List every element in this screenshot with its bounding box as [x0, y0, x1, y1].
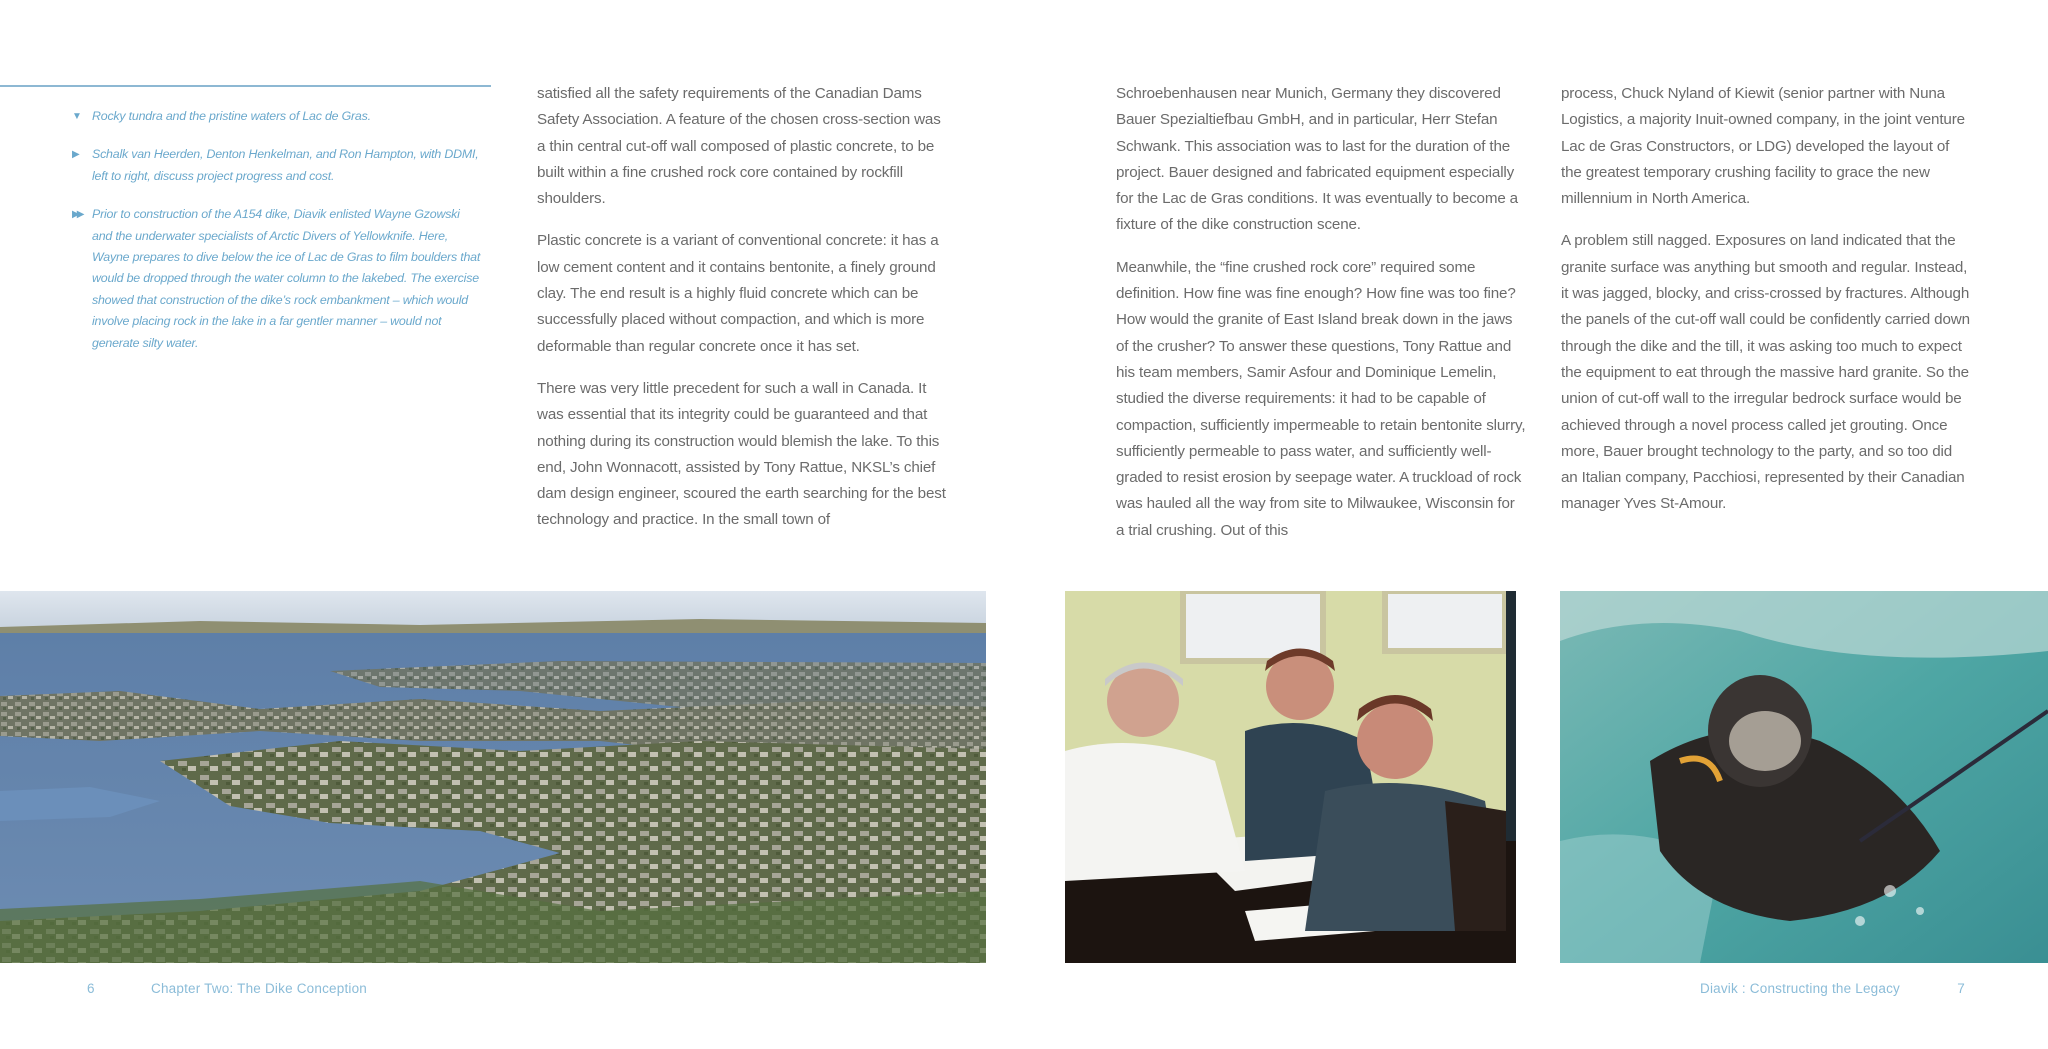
paragraph: A problem still nagged. Exposures on land indicated that the granite surface was anything but smooth and regular. Instead, it was jagged, blocky, and criss-crossed by fractures. Although the panels of the cut-off wall could be confidently carried down through the dike and the till, it was asking too much to expect the equipment to eat through the massive hard granite. So the union of cut-off wall to the irregular bedrock surface would be achieved through a novel process called jet grouting. Once more, Bauer brought technology to the party, and so too did an Italian company, Pacchiosi, represented by their Canadian manager Yves St-Amour.: [1561, 232, 1970, 513]
caption-text: Rocky tundra and the pristine waters of Lac de Gras.: [92, 109, 371, 123]
body-column-1: [537, 81, 947, 550]
caption-text: Prior to construction of the A154 dike, Diavik enlisted Wayne Gzowski and the underwater specialists of Arctic Divers of Yellowknife. Here, Wayne prepares to dive below the ice of Lac de Gras to film boulders that would be dropped through the water column to the lakebed. The exercise showed that construction of the dike’s rock embankment – which would involve placing rock in the lake in a far gentler manner – would not generate silty water.: [92, 207, 481, 350]
top-rule-divider: [0, 85, 491, 87]
page-number-left: 6: [87, 981, 95, 996]
chapter-title: Chapter Two: The Dike Conception: [151, 981, 368, 996]
photo-tundra-lake: [0, 591, 986, 963]
paragraph: There was very little precedent for such a wall in Canada. It was essential that its integrity could be guaranteed and that nothing during its construction would blemish the lake. To this end, John Wonnacott, assisted by Tony Rattue, NKSL’s chief dam design engineer, scoured the earth searching for the best technology and practice. In the small town of: [537, 379, 946, 529]
paragraph: Schroebenhausen near Munich, Germany they discovered Bauer Spezialtiefbau GmbH, and in particular, Herr Stefan Schwank. This association was to last for the duration of the project. Bauer designed and fabricated equipment especially for the Lac de Gras conditions. It was eventually to become a fixture of the dike construction scene.: [1116, 85, 1518, 234]
paragraph: satisfied all the safety requirements of the Canadian Dams Safety Association. A feature of the chosen cross-section was a thin central cut-off wall composed of plastic concrete, to be built within a fine crushed rock core contained by rockfill shoulders.: [537, 85, 941, 208]
photo-captions: [72, 106, 482, 371]
caption-text: Schalk van Heerden, Denton Henkelman, and Ron Hampton, with DDMI, left to right, discuss project progress and cost.: [92, 147, 479, 183]
caption-diver: [72, 204, 482, 354]
caption-tundra: [72, 106, 482, 127]
body-column-3: [1561, 81, 1971, 534]
down-arrow-icon: ▼: [72, 111, 79, 122]
paragraph: Meanwhile, the “fine crushed rock core” required some definition. How fine was fine enough? How fine was too fine? How would the granite of East Island break down in the jaws of the crusher? To answer these questions, Tony Rattue and his team members, Samir Asfour and Dominique Lemelin, studied the diverse requirements: it had to be capable of compaction, sufficiently impermeable to retain bentonite slurry, sufficiently permeable to pass water, and sufficiently well-graded to resist erosion by seepage water. A truckload of rock was hauled all the way from site to Milwaukee, Wisconsin for a trial crushing. Out of this: [1116, 258, 1526, 539]
body-column-2: [1116, 81, 1526, 560]
right-arrow-icon: ▶: [72, 149, 77, 161]
caption-meeting: [72, 144, 482, 187]
page-number-right: 7: [1957, 981, 1965, 996]
paragraph: Plastic concrete is a variant of conventional concrete: it has a low cement content and it contains bentonite, a finely ground clay. The end result is a highly fluid concrete which can be successfully placed without compaction, and which is more deformable than regular concrete once it has set.: [537, 232, 939, 355]
photo-meeting: [1065, 591, 1516, 963]
paragraph: process, Chuck Nyland of Kiewit (senior partner with Nuna Logistics, a majority Inuit-owned company, in the joint venture Lac de Gras Constructors, or LDG) developed the layout of the greatest temporary crushing facility to grace the new millennium in North America.: [1561, 85, 1965, 208]
book-title: Diavik : Constructing the Legacy: [1700, 981, 1900, 996]
double-right-arrow-icon: ▶▶: [72, 209, 82, 221]
photo-diver: [1560, 591, 2048, 963]
